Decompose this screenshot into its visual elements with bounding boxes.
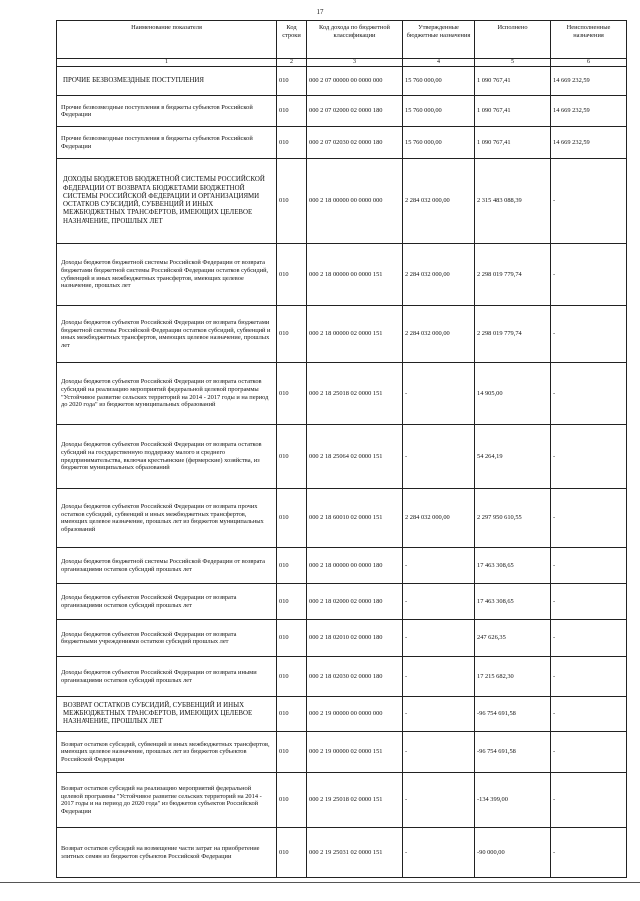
line-code: 010 [277,425,307,489]
footer-divider [0,882,640,883]
header-row [57,21,627,59]
indicator-name: Доходы бюджетов субъектов Российской Федерации от возврата организациями остатков субсидий прошлых лет [57,584,277,620]
approved-amount: - [403,828,475,878]
executed-amount: 2 297 950 610,55 [475,489,551,548]
budget-classification-code: 000 2 07 00000 00 0000 000 [307,67,403,96]
line-code: 010 [277,773,307,828]
unfulfilled-amount: - [551,244,627,306]
unfulfilled-amount: - [551,697,627,732]
table-row [57,773,627,828]
indicator-name: Доходы бюджетов субъектов Российской Федерации от возврата остатков субсидий на реализацию мероприятий федеральной целевой программы "Устойчивое развитие сельских территорий на 2014 - 2017 годы и на период до 2020 года" из бюджетов муниципальных образований [57,363,277,425]
unfulfilled-amount: - [551,425,627,489]
approved-amount: 2 284 032 000,00 [403,159,475,244]
indicator-name: Доходы бюджетов субъектов Российской Федерации от возврата остатков субсидий на государственную поддержку малого и среднего предпринимательства, включая крестьянские (фермерские) хозяйства, из бюджетов муниципальных образований [57,425,277,489]
line-code: 010 [277,828,307,878]
executed-amount: -134 399,00 [475,773,551,828]
executed-amount: 17 463 308,65 [475,548,551,584]
budget-classification-code: 000 2 19 25031 02 0000 151 [307,828,403,878]
executed-amount: -96 754 691,58 [475,732,551,773]
table-row [57,828,627,878]
line-code: 010 [277,127,307,159]
executed-amount: 1 090 767,41 [475,127,551,159]
budget-classification-code: 000 2 07 02030 02 0000 180 [307,127,403,159]
column-number: 6 [551,59,627,67]
line-code: 010 [277,363,307,425]
line-code: 010 [277,159,307,244]
line-code: 010 [277,96,307,127]
table-row [57,732,627,773]
executed-amount: 2 315 483 088,39 [475,159,551,244]
unfulfilled-amount: - [551,489,627,548]
unfulfilled-amount: - [551,773,627,828]
table-row [57,159,627,244]
executed-amount: 14 905,00 [475,363,551,425]
line-code: 010 [277,732,307,773]
header-approved: Утвержденные бюджетные назначения [403,21,475,59]
indicator-name: Возврат остатков субсидий на реализацию мероприятий федеральной целевой программы "Устойчивое развитие сельских территорий на 2014 - 2017 годы и на период до 2020 года" из бюджетов субъектов Российской Федерации [57,773,277,828]
report-body [57,67,627,878]
table-row [57,657,627,697]
header-unfulfilled: Неисполненные назначения [551,21,627,59]
indicator-name: Прочие безвозмездные поступления в бюджеты субъектов Российской Федерации [57,127,277,159]
header-executed: Исполнено [475,21,551,59]
table-row [57,67,627,96]
approved-amount: 15 760 000,00 [403,96,475,127]
approved-amount: - [403,425,475,489]
budget-classification-code: 000 2 19 00000 00 0000 000 [307,697,403,732]
approved-amount: - [403,697,475,732]
table-row [57,306,627,363]
header-name: Наименование показателя [57,21,277,59]
executed-amount: 17 215 682,30 [475,657,551,697]
line-code: 010 [277,548,307,584]
approved-amount: - [403,773,475,828]
line-code: 010 [277,584,307,620]
executed-amount: 54 264,19 [475,425,551,489]
indicator-name: Доходы бюджетов субъектов Российской Федерации от возврата бюджетами бюджетной системы Российской Федерации остатков субсидий, субвенций и иных межбюджетных трансфертов, имеющих целевое назначение, прошлых лет [57,306,277,363]
unfulfilled-amount: 14 669 232,59 [551,67,627,96]
approved-amount: - [403,657,475,697]
line-code: 010 [277,306,307,363]
budget-classification-code: 000 2 18 00000 00 0000 000 [307,159,403,244]
unfulfilled-amount: - [551,828,627,878]
line-code: 010 [277,67,307,96]
indicator-name: Доходы бюджетов субъектов Российской Федерации от возврата прочих остатков субсидий, субвенций и иных межбюджетных трансфертов, имеющих целевое назначение, прошлых лет из бюджетов муниципальных образований [57,489,277,548]
table-row [57,697,627,732]
column-number: 5 [475,59,551,67]
approved-amount: 15 760 000,00 [403,127,475,159]
executed-amount: 2 298 019 779,74 [475,306,551,363]
budget-classification-code: 000 2 18 60010 02 0000 151 [307,489,403,548]
unfulfilled-amount: - [551,584,627,620]
column-number: 4 [403,59,475,67]
column-number-row [57,59,627,67]
table-row [57,127,627,159]
indicator-name: Возврат остатков субсидий на возмещение части затрат на приобретение элитных семян из бюджетов субъектов Российской Федерации [57,828,277,878]
unfulfilled-amount: - [551,306,627,363]
approved-amount: 2 284 032 000,00 [403,306,475,363]
approved-amount: 2 284 032 000,00 [403,489,475,548]
header-line-code: Код строки [277,21,307,59]
table-row [57,620,627,657]
indicator-name: Доходы бюджетов субъектов Российской Федерации от возврата бюджетными учреждениями остатков субсидий прошлых лет [57,620,277,657]
executed-amount: -90 000,00 [475,828,551,878]
column-number: 3 [307,59,403,67]
budget-classification-code: 000 2 18 00000 00 0000 180 [307,548,403,584]
table-row [57,584,627,620]
line-code: 010 [277,489,307,548]
table-row [57,548,627,584]
indicator-name: Доходы бюджетов бюджетной системы Российской Федерации от возврата организациями остатков субсидий прошлых лет [57,548,277,584]
column-number: 1 [57,59,277,67]
unfulfilled-amount: 14 669 232,59 [551,127,627,159]
indicator-name: Возврат остатков субсидий, субвенций и иных межбюджетных трансфертов, имеющих целевое назначение, прошлых лет из бюджетов субъектов Российской Федерации [57,732,277,773]
line-code: 010 [277,657,307,697]
approved-amount: - [403,584,475,620]
table-row [57,425,627,489]
unfulfilled-amount: - [551,159,627,244]
approved-amount: - [403,548,475,584]
indicator-name: Доходы бюджетов субъектов Российской Федерации от возврата иными организациями остатков субсидий прошлых лет [57,657,277,697]
indicator-name: Доходы бюджетов бюджетной системы Российской Федерации от возврата бюджетами бюджетной системы Российской Федерации остатков субсидий, субвенций и иных межбюджетных трансфертов, имеющих целевое назначение, прошлых лет [57,244,277,306]
line-code: 010 [277,697,307,732]
table-row [57,244,627,306]
executed-amount: 1 090 767,41 [475,67,551,96]
unfulfilled-amount: - [551,363,627,425]
budget-classification-code: 000 2 18 25064 02 0000 151 [307,425,403,489]
budget-classification-code: 000 2 18 25018 02 0000 151 [307,363,403,425]
revenue-report-table [56,20,627,878]
budget-classification-code: 000 2 19 00000 02 0000 151 [307,732,403,773]
page-number: 17 [316,8,324,16]
table-row [57,363,627,425]
executed-amount: 17 463 308,65 [475,584,551,620]
budget-classification-code: 000 2 18 00000 02 0000 151 [307,306,403,363]
unfulfilled-amount: - [551,657,627,697]
line-code: 010 [277,620,307,657]
unfulfilled-amount: - [551,548,627,584]
approved-amount: - [403,732,475,773]
table-row [57,96,627,127]
approved-amount: - [403,620,475,657]
column-number: 2 [277,59,307,67]
indicator-name: ВОЗВРАТ ОСТАТКОВ СУБСИДИЙ, СУБВЕНЦИЙ И ИНЫХ МЕЖБЮДЖЕТНЫХ ТРАНСФЕРТОВ, ИМЕЮЩИХ ЦЕЛЕВОЕ НАЗНАЧЕНИЕ, ПРОШЛЫХ ЛЕТ [57,697,277,732]
table-row [57,489,627,548]
budget-classification-code: 000 2 18 02000 02 0000 180 [307,584,403,620]
budget-classification-code: 000 2 18 02030 02 0000 180 [307,657,403,697]
budget-classification-code: 000 2 18 02010 02 0000 180 [307,620,403,657]
indicator-name: Прочие безвозмездные поступления в бюджеты субъектов Российской Федерации [57,96,277,127]
unfulfilled-amount: 14 669 232,59 [551,96,627,127]
executed-amount: 247 626,35 [475,620,551,657]
header-budget-code: Код дохода по бюджетной классификации [307,21,403,59]
executed-amount: 2 298 019 779,74 [475,244,551,306]
approved-amount: - [403,363,475,425]
approved-amount: 2 284 032 000,00 [403,244,475,306]
unfulfilled-amount: - [551,732,627,773]
budget-classification-code: 000 2 19 25018 02 0000 151 [307,773,403,828]
budget-classification-code: 000 2 07 02000 02 0000 180 [307,96,403,127]
unfulfilled-amount: - [551,620,627,657]
line-code: 010 [277,244,307,306]
budget-classification-code: 000 2 18 00000 00 0000 151 [307,244,403,306]
executed-amount: -96 754 691,58 [475,697,551,732]
approved-amount: 15 760 000,00 [403,67,475,96]
executed-amount: 1 090 767,41 [475,96,551,127]
indicator-name: ДОХОДЫ БЮДЖЕТОВ БЮДЖЕТНОЙ СИСТЕМЫ РОССИЙСКОЙ ФЕДЕРАЦИИ ОТ ВОЗВРАТА БЮДЖЕТАМИ БЮДЖЕТНОЙ СИСТЕМЫ РОССИЙСКОЙ ФЕДЕРАЦИИ И ОРГАНИЗАЦИЯМИ ОСТАТКОВ СУБСИДИЙ, СУБВЕНЦИЙ И ИНЫХ МЕЖБЮДЖЕТНЫХ ТРАНСФЕРТОВ, ИМЕЮЩИХ ЦЕЛЕВОЕ НАЗНАЧЕНИЕ, ПРОШЛЫХ ЛЕТ [57,159,277,244]
indicator-name: ПРОЧИЕ БЕЗВОЗМЕЗДНЫЕ ПОСТУПЛЕНИЯ [57,67,277,96]
